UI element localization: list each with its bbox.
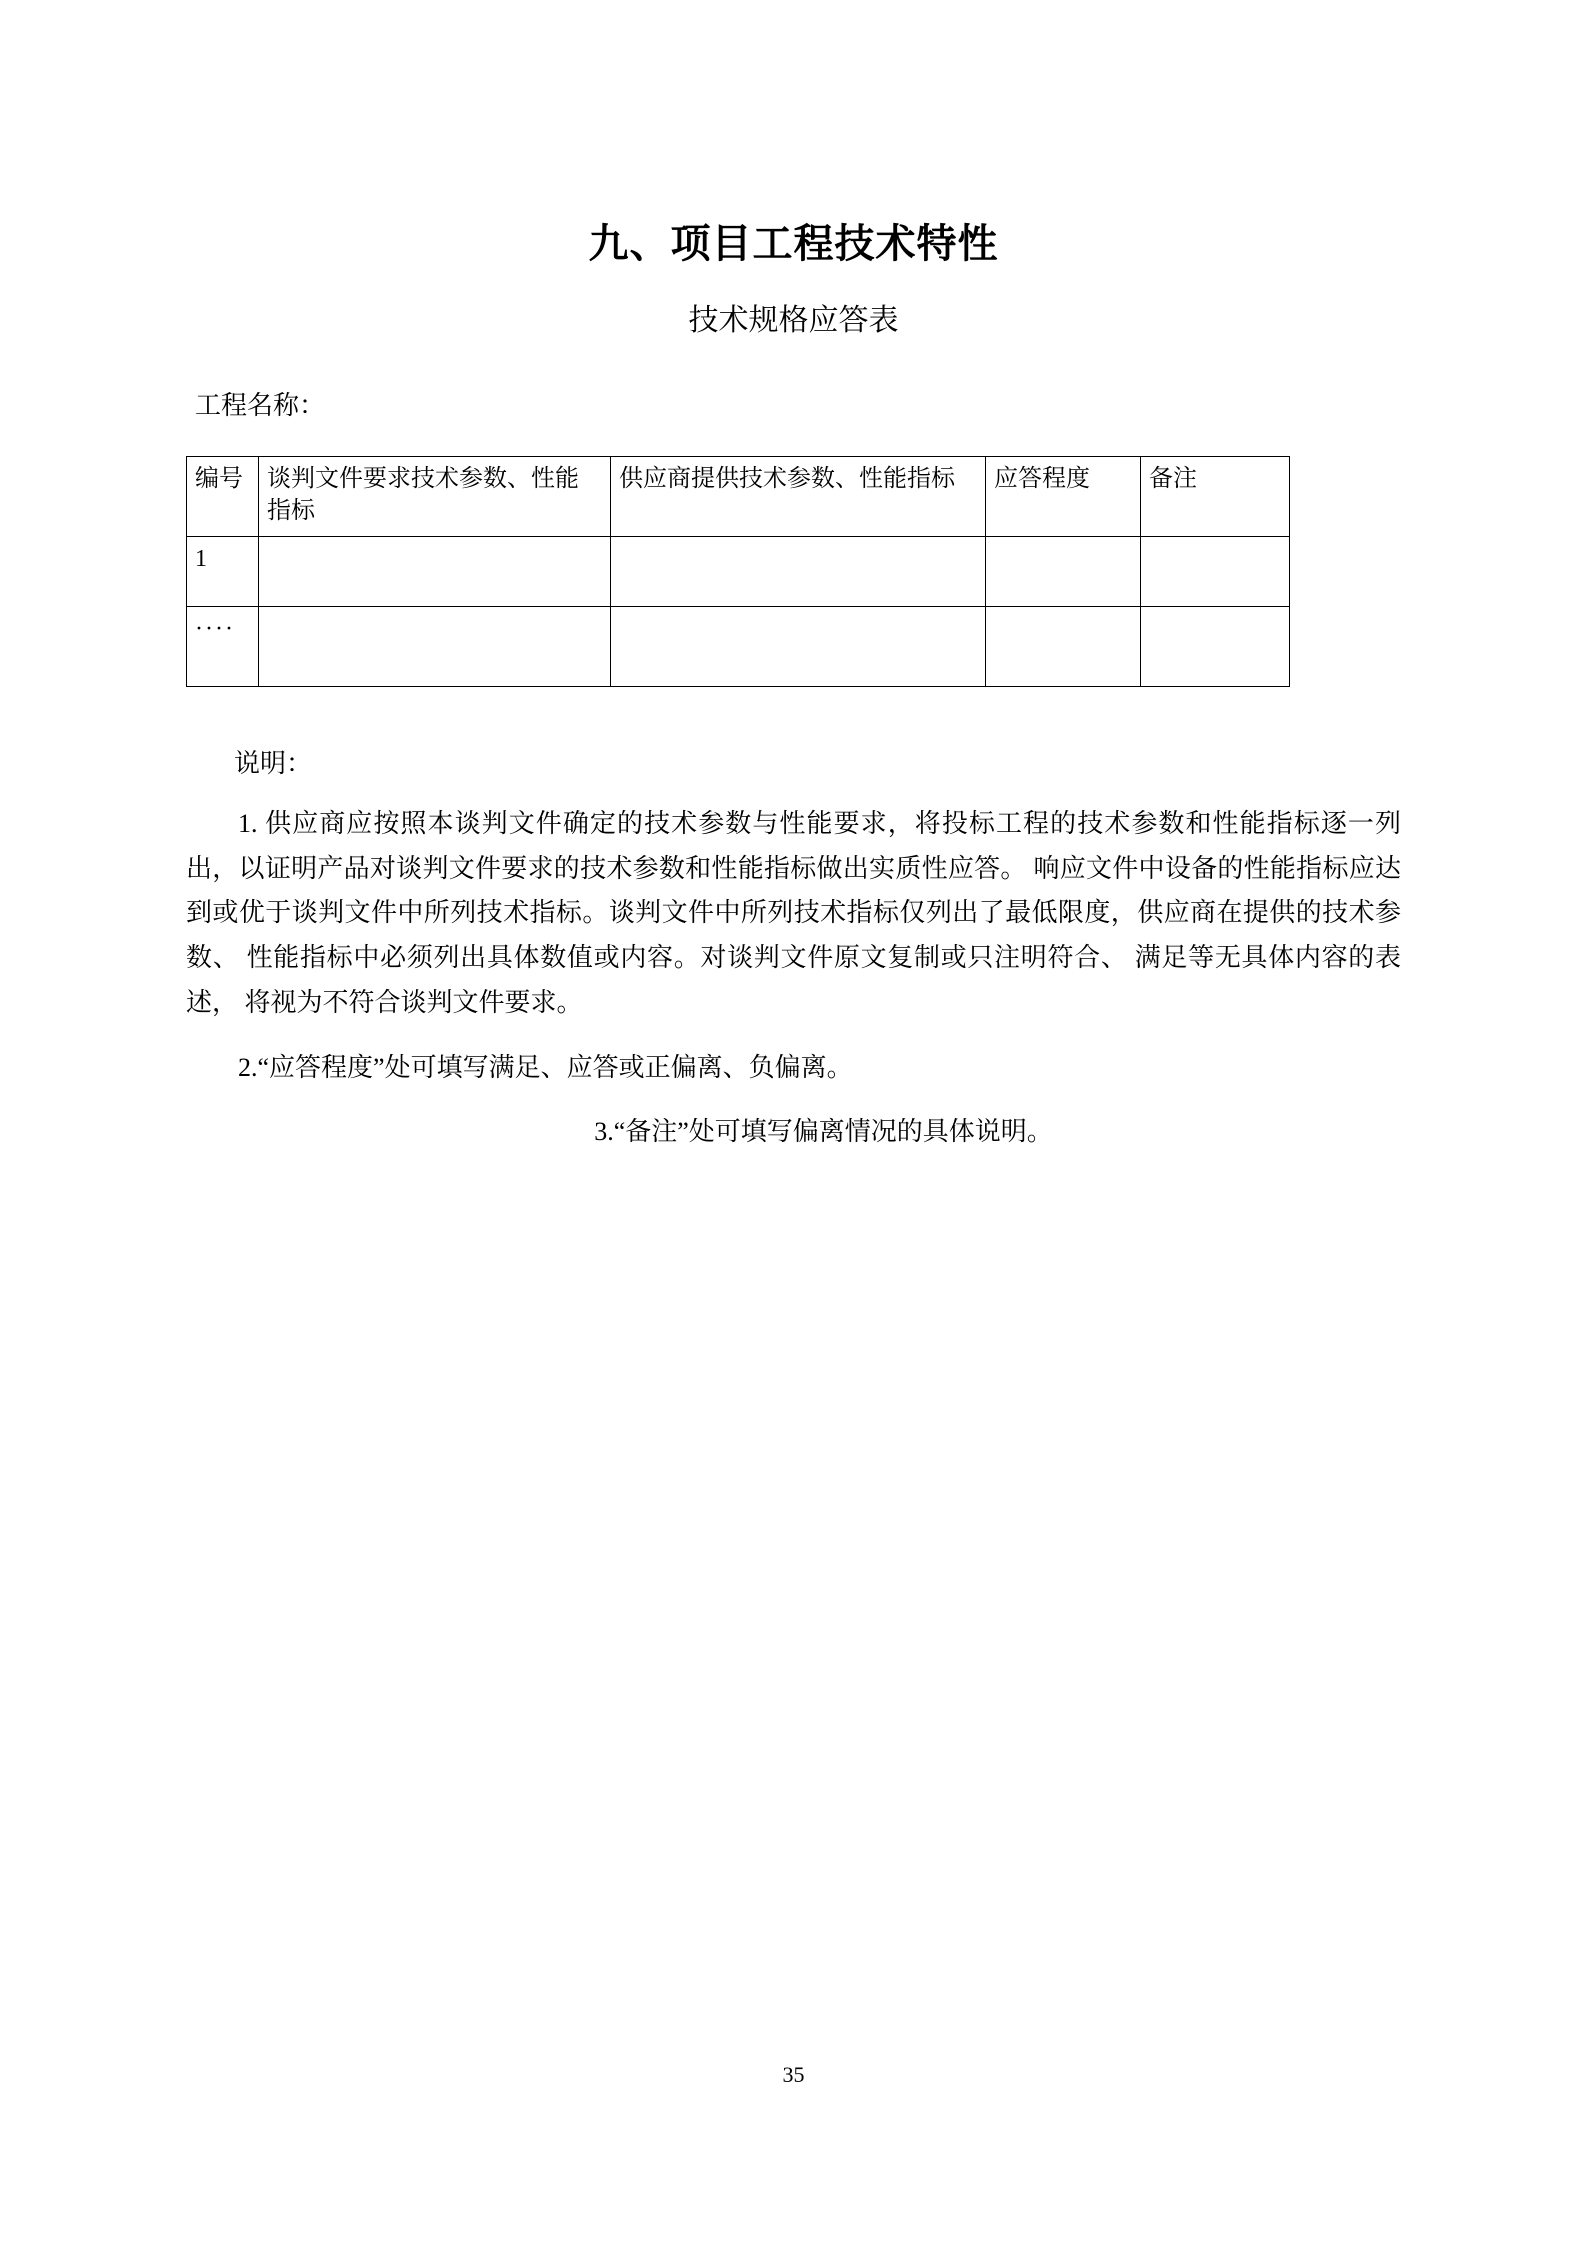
table-header-no: 编号 (187, 457, 259, 537)
page-subtitle: 技术规格应答表 (688, 304, 899, 337)
page-title: 九、项目工程技术特性 (588, 220, 999, 267)
note-item-3: 3.“备注”处可填写偏离情况的具体说明。 (594, 1117, 1053, 1147)
table-header-degree: 应答程度 (986, 457, 1141, 537)
notes-label: 说明： (234, 749, 313, 778)
cell-supplier[interactable] (611, 607, 986, 687)
cell-degree[interactable] (986, 607, 1141, 687)
cell-requirement[interactable] (259, 537, 611, 607)
cell-no: 1 (187, 537, 259, 607)
cell-remark[interactable] (1141, 607, 1290, 687)
cell-requirement[interactable] (259, 607, 611, 687)
cell-supplier[interactable] (611, 537, 986, 607)
project-name-label: 工程名称： (195, 391, 326, 420)
spec-response-table (186, 456, 1290, 687)
table-row (187, 607, 1290, 687)
note-item-2: 2.“应答程度”处可填写满足、应答或正偏离、负偏离。 (238, 1052, 853, 1082)
table-row (187, 537, 1290, 607)
table-header-remark: 备注 (1141, 457, 1290, 537)
table-header-requirement: 谈判文件要求技术参数、性能指标 (259, 457, 611, 537)
cell-remark[interactable] (1141, 537, 1290, 607)
page-content (186, 0, 1401, 1155)
cell-degree[interactable] (986, 537, 1141, 607)
table-header-row (187, 457, 1290, 537)
table-header-supplier: 供应商提供技术参数、性能指标 (611, 457, 986, 537)
note-item-1: 1. 供应商应按照本谈判文件确定的技术参数与性能要求，将投标工程的技术参数和性能指标逐一列出，以证明产品对谈判文件要求的技术参数和性能指标做出实质性应答。 响应文件中设备的性能指标应达到或优于谈判文件中所列技术指标。谈判文件中所列技术指标仅列出了最低限度，供应商在提供的技术参数、 性能指标中必须列出具体数值或内容。对谈判文件原文复制或只注明符合、 满足等无具体内容的表述， 将视为不符合谈判文件要求。 (186, 809, 1401, 1017)
page-number: 35 (782, 2062, 805, 2087)
cell-no: ···· (187, 607, 259, 687)
